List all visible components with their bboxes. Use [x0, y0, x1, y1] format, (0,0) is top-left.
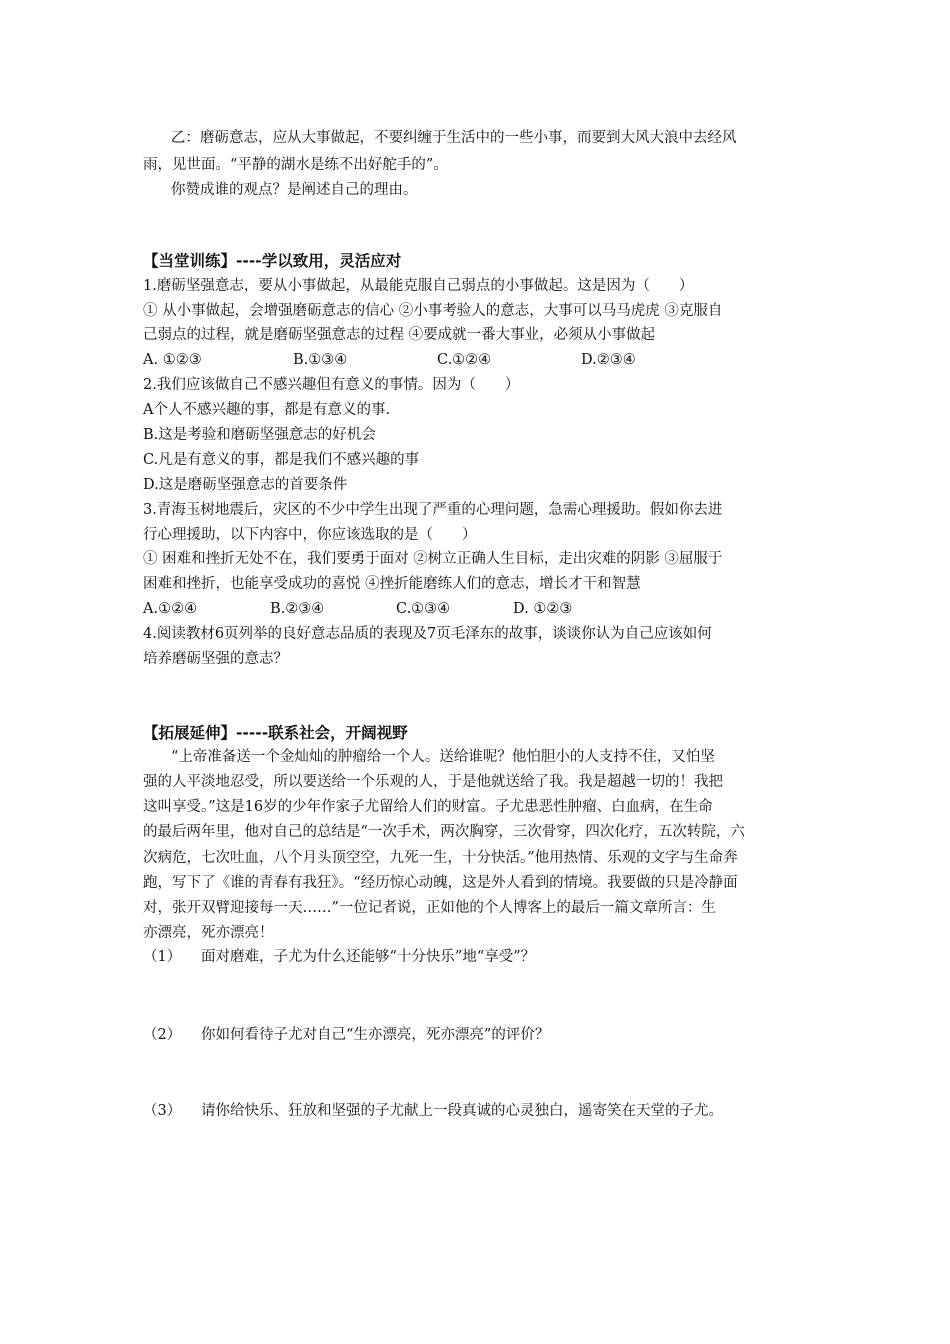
intro-paragraph-line: 雨，见世面。“平静的湖水是练不出好舵手的”。 [143, 157, 448, 173]
passage-line: “上帝准备送一个金灿灿的肿瘤给一个人。送给谁呢？他怕胆小的人支持不住，又怕坚 [171, 749, 715, 765]
option-a: A.①②④ [143, 601, 198, 617]
question-1-body: 己弱点的过程，就是磨砺坚强意志的过程 ④要成就一番大事业，必须从小事做起 [143, 327, 656, 343]
passage-line: 跑，写下了《谁的青春有我狂》。“经历惊心动魄，这是外人看到的情境。我要做的只是冷静面 [143, 875, 738, 891]
question-2-option: A个人不感兴趣的事，都是有意义的事. [143, 402, 391, 418]
passage-line: 次病危，七次吐血，八个月头顶空空，九死一生，十分快活。”他用热情、乐观的文字与生命奔 [143, 850, 738, 866]
question-3-stem: 3.青海玉树地震后，灾区的不少中学生出现了严重的心理问题，急需心理援助。假如你去进 [143, 502, 723, 518]
sub-question-number: （1） [143, 949, 182, 965]
option-d: D. ①②③ [513, 601, 573, 617]
sub-question-1 [143, 945, 823, 969]
passage-line: 对，张开双臂迎接每一天……”一位记者说，正如他的个人博客上的最后一篇文章所言：生 [143, 900, 716, 916]
extension-heading: 【拓展延伸】-----联系社会，开阔视野 [143, 724, 408, 742]
sub-question-3 [143, 1099, 823, 1123]
sub-question-text: 请你给快乐、狂放和坚强的子尤献上一段真诚的心灵独白，遥寄笑在天堂的子尤。 [201, 1103, 723, 1119]
question-1-options [143, 348, 823, 372]
question-1-body: ① 从小事做起，会增强磨砺意志的信心 ②小事考验人的意志，大事可以马马虎虎 ③克服自 [143, 303, 723, 319]
question-2-option: C.凡是有意义的事，都是我们不感兴趣的事 [143, 452, 420, 468]
option-d: D.②③④ [581, 352, 636, 368]
option-b: B.①③④ [293, 352, 348, 368]
sub-question-number: （3） [143, 1103, 182, 1119]
passage-line: 强的人平淡地忍受，所以要送给一个乐观的人，于是他就送给了我。我是超越一切的！我把 [143, 774, 723, 790]
sub-question-number: （2） [143, 1027, 182, 1043]
passage-line: 亦漂亮，死亦漂亮！ [143, 925, 274, 941]
option-b: B.②③④ [270, 601, 325, 617]
question-4: 培养磨砺坚强的意志？ [143, 651, 288, 667]
question-3-options [143, 597, 823, 621]
passage-line: 这叫享受。”这是16岁的少年作家子尤留给人们的财富。子尤患恶性肿瘤、白血病，在生命 [143, 799, 713, 815]
option-a: A. ①②③ [143, 352, 202, 368]
question-3-body: 困难和挫折，也能享受成功的喜悦 ④挫折能磨练人们的意志，增长才干和智慧 [143, 576, 641, 592]
question-2-option: D.这是磨砺坚强意志的首要条件 [143, 477, 348, 493]
question-4: 4.阅读教材6页列举的良好意志品质的表现及7页毛泽东的故事，谈谈你认为自己应该如何 [143, 626, 712, 642]
sub-question-text: 面对磨难，子尤为什么还能够“十分快乐”地“享受”？ [201, 949, 536, 965]
option-c: C.①②④ [437, 352, 492, 368]
intro-question: 你赞成谁的观点？是阐述自己的理由。 [171, 182, 418, 198]
intro-paragraph-line: 乙：磨砺意志，应从大事做起，不要纠缠于生活中的一些小事，而要到大风大浪中去经风 [171, 130, 737, 146]
option-c: C.①③④ [396, 601, 451, 617]
question-3-body: ① 困难和挫折无处不在，我们要勇于面对 ②树立正确人生目标，走出灾难的阴影 ③屈服于 [143, 551, 723, 567]
sub-question-2 [143, 1023, 823, 1047]
passage-line: 的最后两年里，他对自己的总结是“一次手术，两次胸穿，三次骨穿，四次化疗，五次转院，六 [143, 824, 745, 840]
question-3-stem: 行心理援助，以下内容中，你应该选取的是（ ） [143, 527, 477, 543]
sub-question-text: 你如何看待子尤对自己“生亦漂亮，死亦漂亮”的评价？ [201, 1027, 550, 1043]
practice-heading: 【当堂训练】----学以致用，灵活应对 [143, 252, 402, 270]
question-2-option: B.这是考验和磨砺坚强意志的好机会 [143, 427, 376, 443]
question-1-stem: 1.磨砺坚强意志，要从小事做起，从最能克服自己弱点的小事做起。这是因为（ ） [143, 278, 694, 294]
question-2-stem: 2.我们应该做自己不感兴趣但有意义的事情。因为（ ） [143, 377, 520, 393]
